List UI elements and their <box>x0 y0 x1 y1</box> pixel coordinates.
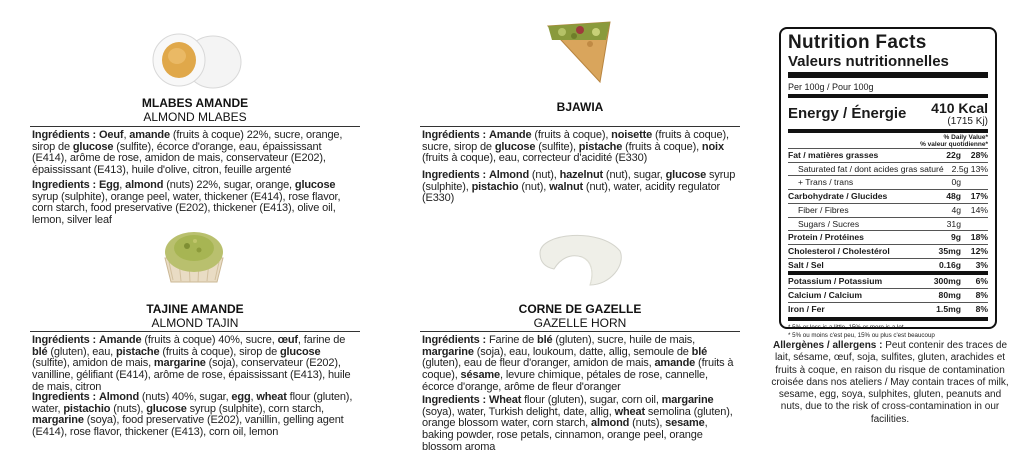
product-name-tajine <box>130 302 260 330</box>
nutrition-divider <box>788 94 988 98</box>
ingredient-highlight: margarine <box>661 394 714 406</box>
ingredient-text: , <box>250 391 257 403</box>
tajine-image <box>159 226 229 286</box>
mlabes-image <box>147 22 243 92</box>
energy-label: Energy / Énergie <box>788 105 907 122</box>
nutrient-daily-value: 6% <box>975 276 988 287</box>
nutrient-amount: 22g <box>946 150 961 160</box>
ingredient-text: (fruits à coque), <box>622 140 702 153</box>
nutrient-row <box>788 271 988 288</box>
ingredient-text: (gluten), sucre, huile de mais, <box>552 334 695 346</box>
ingredients-en-bjawia <box>422 170 738 205</box>
ingredient-highlight: Ingrédients : <box>32 334 97 346</box>
daily-value-header-en: % Daily Value* <box>943 134 988 141</box>
daily-value-header-fr: % valeur quotidienne* <box>920 141 988 148</box>
ingredient-highlight: walnut <box>549 180 584 193</box>
ingredients-fr-mlabes <box>32 130 358 177</box>
nutrition-facts-panel <box>779 27 997 340</box>
ingredient-text: (fruits à coque), sirop de <box>159 345 280 358</box>
ingredient-text: (nuts) 40%, sugar, <box>139 391 232 403</box>
footnote-en: * 5% or less is a little, 15% or more is a lot <box>788 324 904 332</box>
ingredient-highlight: glucose <box>294 179 336 191</box>
ingredient-text: (nut), <box>529 169 560 181</box>
ingredient-text: (nut), sugar, <box>603 169 666 181</box>
ingredient-highlight: Ingrédients : <box>422 129 487 141</box>
allergens-statement <box>770 340 1010 426</box>
product-divider <box>420 126 740 127</box>
product-name-en: GAZELLE HORN <box>533 316 627 330</box>
nutrient-row <box>788 175 988 189</box>
ingredient-highlight: glucose <box>72 140 114 153</box>
ingredient-highlight: glucose <box>279 345 321 358</box>
ingredient-text: (fruits à coque), <box>531 129 612 141</box>
ingredient-text: syrup (sulphite), <box>422 169 736 193</box>
product-name-bjawia <box>515 100 645 114</box>
ingredient-highlight: Wheat <box>488 394 522 406</box>
nutrient-daily-value: 12% <box>970 245 988 256</box>
product-name-fr: CORNE DE GAZELLE <box>518 302 642 316</box>
ingredient-text: syrup (sulphite), orange peel, water, thickener (E414), rose flavor, corn starch, food preservative (E202), thickener (E413), olive oil, lemon, silver leaf <box>32 190 341 227</box>
ingredient-text: flour (gluten), sugar, corn oil, <box>521 394 662 406</box>
product-name-fr: MLABES AMANDE <box>141 96 249 110</box>
nutrient-name: Iron / Fer <box>788 303 825 314</box>
ingredient-highlight: egg <box>231 391 251 403</box>
ingredient-highlight: blé <box>537 334 553 346</box>
product-name-mlabes <box>130 96 260 124</box>
ingredient-highlight: Almond <box>488 169 530 181</box>
nutrient-row <box>788 189 988 203</box>
nutrient-name: Calcium / Calcium <box>788 290 863 301</box>
nutrition-title-fr: Valeurs nutritionnelles <box>788 53 949 70</box>
ingredient-text: (nuts), <box>629 417 666 430</box>
nutrient-row <box>788 230 988 244</box>
nutrient-daily-value: 13% <box>970 163 988 174</box>
nutrient-daily-value: 8% <box>975 303 988 314</box>
ingredient-text: , <box>119 179 126 191</box>
serving-size: Per 100g / Pour 100g <box>788 82 874 92</box>
nutrient-row <box>788 217 988 231</box>
nutrient-name: Fiber / Fibres <box>798 204 849 215</box>
ingredient-text: semolina (gluten), orange blossom water, corn starch, <box>422 405 733 430</box>
nutrient-name: Carbohydrate / Glucides <box>788 191 888 202</box>
ingredient-highlight: glucose <box>494 140 536 153</box>
ingredient-highlight: pistache <box>115 345 160 358</box>
ingredient-text: (fruits à coque) 22%, sucre, orange, sirop de <box>32 129 343 153</box>
ingredient-highlight: pistache <box>578 140 623 153</box>
ingredient-highlight: glucose <box>665 169 707 181</box>
ingredient-highlight: wheat <box>614 405 646 418</box>
product-name-corne <box>500 302 660 330</box>
ingredient-text: (fruits à coque), sucre, sirop de <box>422 129 729 153</box>
ingredient-highlight: hazelnut <box>559 169 604 181</box>
product-name-fr: BJAWIA <box>556 100 604 114</box>
nutrient-daily-value: 8% <box>975 290 988 301</box>
ingredient-text: (nut), <box>518 180 550 193</box>
ingredient-highlight: Oeuf <box>98 129 124 141</box>
nutrition-title-en: Nutrition Facts <box>788 32 927 53</box>
ingredient-highlight: Ingredients : <box>32 179 97 191</box>
ingredients-fr-corne <box>422 335 738 394</box>
ingredient-text: Farine de <box>486 334 537 346</box>
nutrient-daily-value: 17% <box>970 191 988 202</box>
nutrient-name: Fat / matières grasses <box>788 150 879 160</box>
nutrient-daily-value: 18% <box>970 232 988 243</box>
ingredient-text: , <box>123 129 130 141</box>
nutrient-amount: 2.5g <box>951 163 969 174</box>
nutrient-name: Cholesterol / Cholestérol <box>788 245 890 256</box>
ingredients-en-corne <box>422 395 738 454</box>
nutrient-name: Potassium / Potassium <box>788 276 883 287</box>
ingredient-highlight: Ingredients : <box>32 391 97 403</box>
nutrient-daily-value: 3% <box>975 259 988 270</box>
nutrient-name: + Trans / trans <box>798 177 854 188</box>
ingredient-highlight: amande <box>129 129 170 141</box>
ingredient-highlight: margarine <box>32 414 84 427</box>
energy-row <box>788 101 988 128</box>
product-name-en: ALMOND TAJIN <box>151 316 239 330</box>
nutrient-amount: 9g <box>950 232 961 243</box>
ingredient-highlight: sésame <box>460 369 501 382</box>
product-divider <box>420 331 740 332</box>
allergens-label: Allergènes / allergens : <box>772 340 883 351</box>
ingredient-text: (nuts), <box>110 402 147 415</box>
nutrient-name: Protein / Protéines <box>788 232 864 243</box>
ingredient-highlight: Amande <box>488 129 532 141</box>
nutrient-amount: 4g <box>951 204 961 215</box>
ingredient-highlight: noisette <box>611 129 653 141</box>
footnote-fr: * 5% ou moins c'est peu, 15% ou plus c'est beaucoup <box>788 332 935 340</box>
ingredient-highlight: glucose <box>146 402 187 415</box>
nutrient-name: Sugars / Sucres <box>798 218 860 229</box>
nutrient-row <box>788 148 988 162</box>
product-divider <box>30 126 360 127</box>
ingredient-highlight: sesame <box>665 417 705 430</box>
ingredient-text: , levure chimique, pétales de rose, cannelle, écorce d'orange, arôme de fleur d'oranger <box>422 369 708 393</box>
ingredient-highlight: wheat <box>256 391 287 403</box>
ingredient-highlight: amande <box>654 357 696 370</box>
ingredient-text: (soja), eau, loukoum, datte, allig, semoule de <box>473 345 692 358</box>
ingredient-highlight: almond <box>591 417 630 430</box>
ingredient-text: (soya), water, Turkish delight, date, allig, <box>422 405 615 418</box>
ingredient-text: (gluten), eau de fleur d'oranger, amidon de mais, <box>422 357 655 370</box>
nutrient-row <box>788 244 988 258</box>
product-divider <box>30 331 360 332</box>
ingredient-text: (sulfite), amidon de mais, <box>32 357 154 370</box>
ingredients-en-mlabes <box>32 180 358 227</box>
nutrient-amount: 80mg <box>938 290 961 301</box>
ingredient-highlight: Ingrédients : <box>32 129 97 141</box>
nutrient-amount: 31g <box>946 218 961 229</box>
bjawia-image <box>540 18 620 90</box>
ingredient-text: (fruits à coque), eau, correcteur d'acidité (E330) <box>422 152 648 165</box>
nutrient-daily-value: 14% <box>970 204 988 215</box>
ingredient-highlight: Ingredients : <box>422 394 487 406</box>
ingredient-highlight: œuf <box>277 334 298 346</box>
ingredient-highlight: noix <box>701 140 724 153</box>
ingredient-highlight: blé <box>691 345 708 358</box>
ingredient-text: syrup (sulphite), corn starch, <box>186 402 324 415</box>
ingredient-text: (nuts) 22%, sugar, orange, <box>163 179 295 191</box>
ingredient-highlight: pistachio <box>63 402 111 415</box>
ingredient-highlight: Amande <box>98 334 142 346</box>
nutrition-divider <box>788 72 988 78</box>
nutrition-footnote <box>788 317 988 340</box>
gazelle-horn-image <box>530 225 630 295</box>
nutrient-row <box>788 288 988 302</box>
mineral-rows <box>788 271 988 315</box>
nutrient-name: Saturated fat / dont acides gras saturé <box>798 163 944 174</box>
ingredient-text: , baking powder, rose petals, cinnamon, orange peel, orange blossom aroma <box>422 417 708 453</box>
ingredient-text: (sulfite), <box>535 140 579 153</box>
allergens-text: Peut contenir des traces de lait, sésame, œuf, soja, sulfites, gluten, arachides et fruits à coque, en raison du risque de contamination croisée dans nos ateliers / May contain traces of milk, sesame, egg, soya, sulphites, gluten, peanuts and nuts, due to the risk of cross-contamination in our facilities. <box>771 340 1009 425</box>
ingredient-highlight: almond <box>125 179 164 191</box>
product-name-fr: TAJINE AMANDE <box>146 302 244 316</box>
nutrient-row <box>788 258 988 272</box>
ingredient-text: (fruits à coque), <box>422 357 734 382</box>
nutrient-amount: 1.5mg <box>936 303 961 314</box>
ingredient-highlight: Egg <box>98 179 120 191</box>
ingredient-text: (nut), water, acidity regulator (E330) <box>422 180 721 205</box>
nutrient-name: Salt / Sel <box>788 259 824 270</box>
ingredients-en-tajine <box>32 392 358 439</box>
nutrient-amount: 0.16g <box>939 259 961 270</box>
nutrient-row <box>788 203 988 217</box>
nutrient-row <box>788 302 988 316</box>
ingredient-highlight: blé <box>32 345 48 358</box>
ingredients-fr-bjawia <box>422 130 738 165</box>
ingredient-text: flour (gluten), water, <box>32 391 353 415</box>
nutrient-amount: 300mg <box>933 276 961 287</box>
nutrient-amount: 0g <box>951 177 961 188</box>
ingredient-text: (soja), conservateur (E202), vanilline, gélifiant (E414), arôme de rose, épaississant (E413), huile de mais, citron <box>32 357 351 393</box>
nutrient-rows <box>788 148 988 271</box>
ingredient-text: , farine de <box>297 334 346 346</box>
nutrient-daily-value: 28% <box>970 150 988 160</box>
energy-kcal: 410 Kcal <box>931 100 988 116</box>
nutrient-amount: 48g <box>946 191 961 202</box>
ingredient-highlight: Ingrédients : <box>422 334 487 346</box>
ingredient-highlight: margarine <box>422 345 474 358</box>
ingredients-fr-tajine <box>32 335 358 394</box>
ingredient-text: (soya), food preservative (E202), vanillin, gelling agent (E414), rose flavor, thickener (E413), corn oil, lemon <box>32 414 344 439</box>
ingredient-text: (gluten), eau, <box>47 345 116 358</box>
ingredient-highlight: margarine <box>153 357 206 370</box>
product-name-en: ALMOND MLABES <box>143 110 247 124</box>
ingredient-highlight: Almond <box>98 391 140 403</box>
ingredient-highlight: Ingredients : <box>422 169 487 181</box>
nutrient-row <box>788 162 988 176</box>
nutrition-divider <box>788 129 988 133</box>
ingredient-text: (sulfite), écorce d'orange, eau, épaississant (E414), arôme de rose, amidon de mais, conservateur (E202), épaississant (E413), huile d'olive, citron, feuille argenté <box>32 140 326 177</box>
ingredient-highlight: pistachio <box>471 180 519 193</box>
nutrient-amount: 35mg <box>938 245 961 256</box>
ingredient-text: (fruits à coque) 40%, sucre, <box>141 334 278 346</box>
energy-kj: (1715 Kj) <box>947 116 988 127</box>
